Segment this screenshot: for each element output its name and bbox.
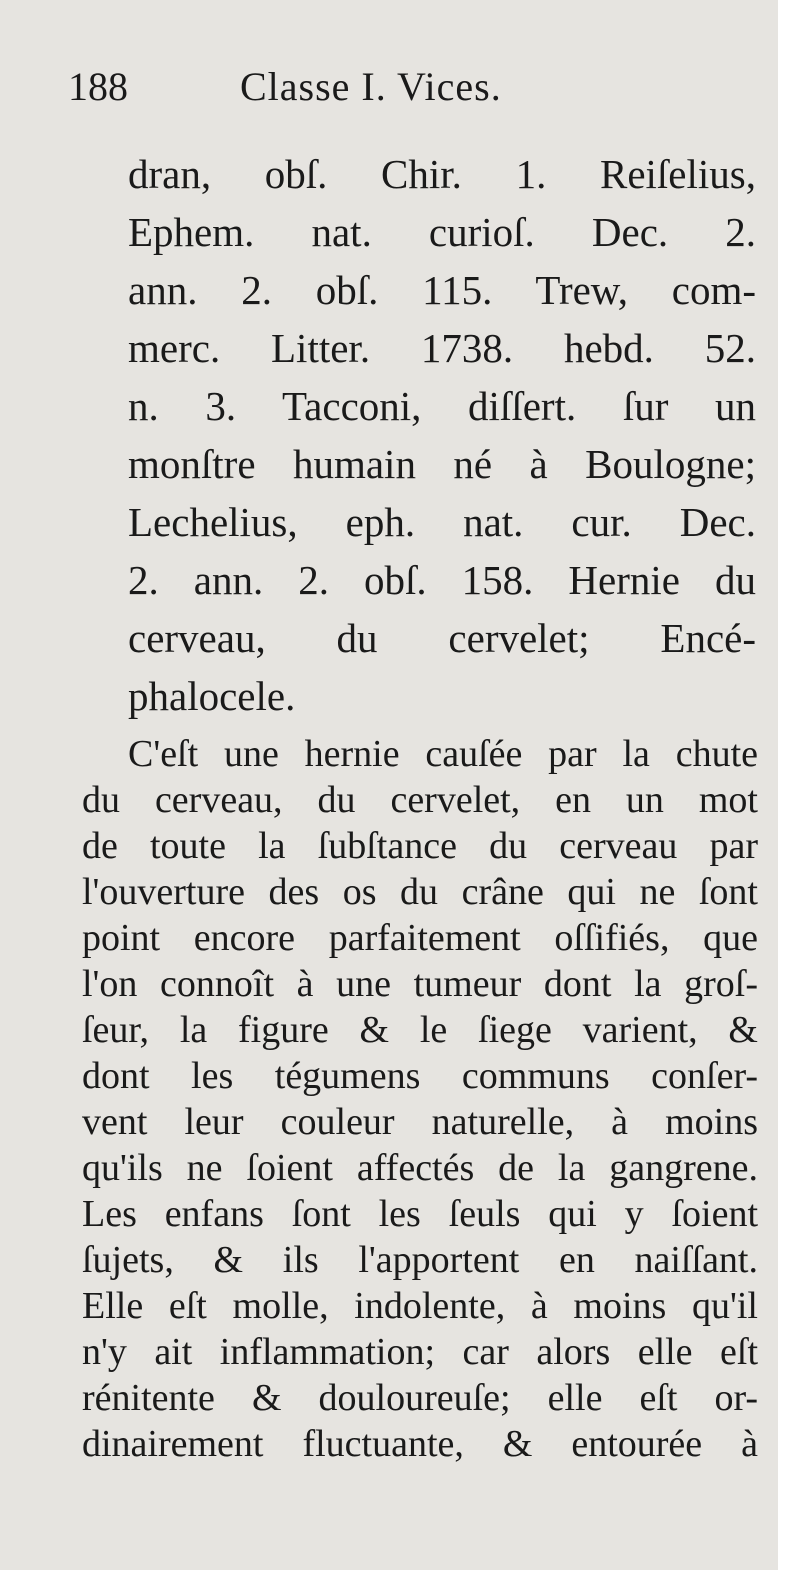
- paragraph-line: n'y ait inflammation; car alors elle eſt: [82, 1331, 758, 1373]
- paragraph-line: point encore parfaitement oſſifiés, que: [82, 917, 758, 959]
- paragraph-line: qu'ils ne ſoient affectés de la gangrene.: [82, 1147, 758, 1189]
- paragraph-line: l'ouverture des os du crâne qui ne ſont: [82, 871, 758, 913]
- paragraph-line: vent leur couleur naturelle, à moins: [82, 1101, 758, 1143]
- paragraph-line: ſeur, la figure & le ſiege varient, &: [82, 1009, 758, 1051]
- paragraph-line: dont les tégumens communs conſer-: [82, 1055, 758, 1097]
- citation-line: 2. ann. 2. obſ. 158. Hernie du: [128, 557, 756, 603]
- citation-line: cerveau, du cervelet; Encé-: [128, 615, 756, 661]
- paragraph-line: dinairement fluctuante, & entourée à: [82, 1423, 758, 1465]
- citation-line: Lechelius, eph. nat. cur. Dec.: [128, 499, 756, 545]
- paragraph-line: l'on connoît à une tumeur dont la groſ-: [82, 963, 758, 1005]
- citation-line: Ephem. nat. curioſ. Dec. 2.: [128, 209, 756, 255]
- running-head: Classe I. Vices.: [240, 64, 502, 109]
- paragraph-line: de toute la ſubſtance du cerveau par: [82, 825, 758, 867]
- paragraph-line: ſujets, & ils l'apportent en naiſſant.: [82, 1239, 758, 1281]
- citation-line: phalocele.: [128, 673, 296, 719]
- paragraph-line: Elle eſt molle, indolente, à moins qu'il: [82, 1285, 758, 1327]
- paragraph-line: du cerveau, du cervelet, en un mot: [82, 779, 758, 821]
- citation-line: merc. Litter. 1738. hebd. 52.: [128, 325, 756, 371]
- citation-line: ann. 2. obſ. 115. Trew, com-: [128, 267, 756, 313]
- page-margin: [778, 0, 800, 1570]
- citation-line: dran, obſ. Chir. 1. Reiſelius,: [128, 151, 756, 197]
- paragraph-line: rénitente & douloureuſe; elle eſt or-: [82, 1377, 758, 1419]
- page-header: [68, 62, 668, 112]
- page-number: 188: [68, 64, 128, 109]
- citation-line: n. 3. Tacconi, diſſert. ſur un: [128, 383, 756, 429]
- paragraph-line: Les enfans ſont les ſeuls qui y ſoient: [82, 1193, 758, 1235]
- citation-line: monſtre humain né à Boulogne;: [128, 441, 756, 487]
- paragraph-line: C'eſt une hernie cauſée par la chute: [128, 733, 758, 775]
